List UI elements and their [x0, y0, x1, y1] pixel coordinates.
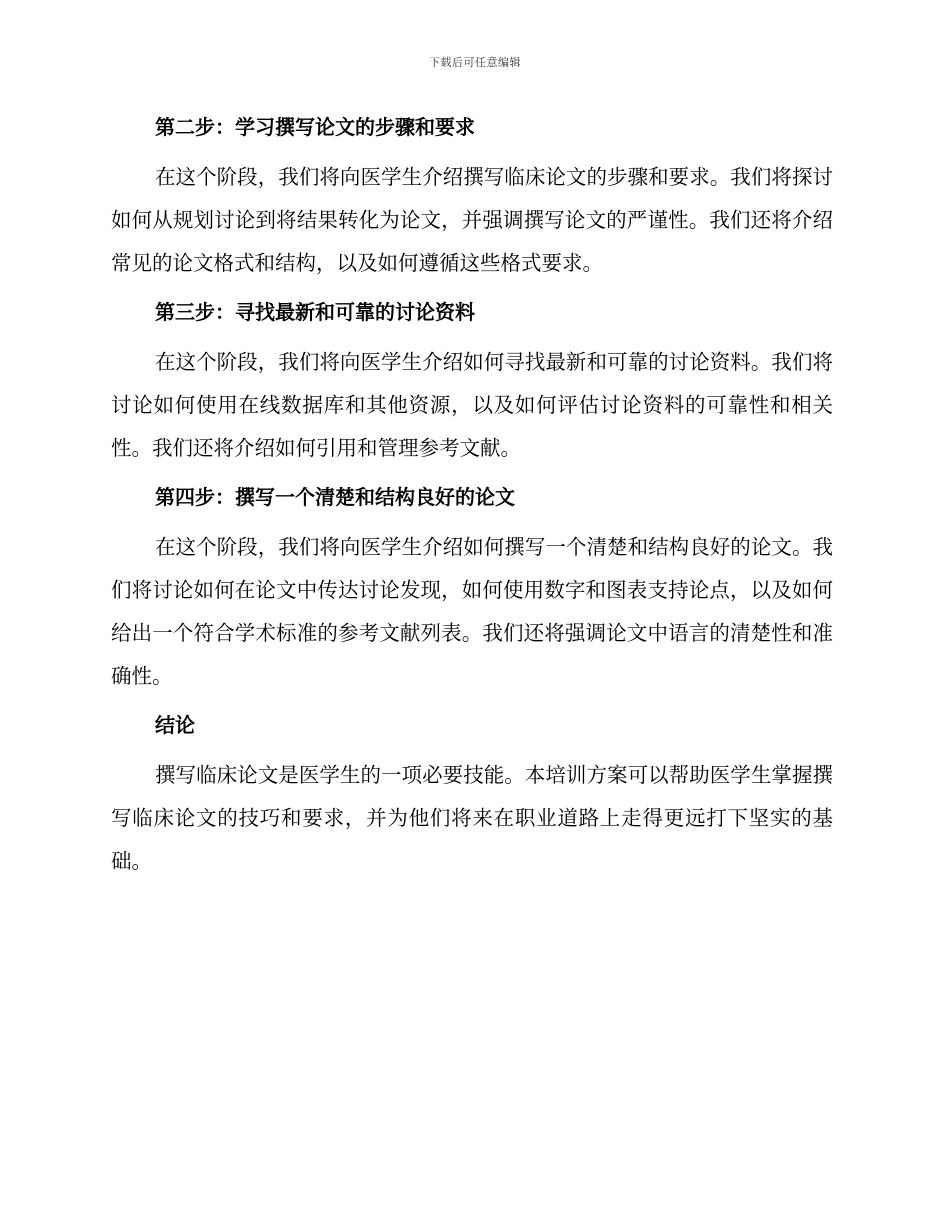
section-paragraph: 撰写临床论文是医学生的一项必要技能。本培训方案可以帮助医学生掌握撰写临床论文的技巧和要求，并为他们将来在职业道路上走得更远打下坚实的基础。	[111, 763, 833, 873]
section-paragraph: 在这个阶段，我们将向医学生介绍如何撰写一个清楚和结构良好的论文。我们将讨论如何在论文中传达讨论发现，如何使用数字和图表支持论点，以及如何给出一个符合学术标准的参考文献列表。我们还将强调论文中语言的清楚性和准确性。	[111, 535, 833, 688]
section-heading: 第四步：撰写一个清楚和结构良好的论文	[155, 485, 515, 509]
section-heading: 结论	[155, 713, 195, 737]
section-step-four	[111, 478, 833, 698]
section-paragraph: 在这个阶段，我们将向医学生介绍撰写临床论文的步骤和要求。我们将探讨如何从规划讨论到将结果转化为论文，并强调撰写论文的严谨性。我们还将介绍常见的论文格式和结构，以及如何遵循这些格式要求。	[111, 165, 833, 275]
section-heading: 第三步：寻找最新和可靠的讨论资料	[155, 300, 475, 324]
section-paragraph: 在这个阶段，我们将向医学生介绍如何寻找最新和可靠的讨论资料。我们将讨论如何使用在线数据库和其他资源，以及如何评估讨论资料的可靠性和相关性。我们还将介绍如何引用和管理参考文献。	[111, 350, 833, 460]
section-step-two	[111, 108, 833, 285]
document-body	[111, 108, 833, 891]
section-heading: 第二步：学习撰写论文的步骤和要求	[155, 115, 475, 139]
page-header-note: 下载后可任意编辑	[429, 56, 521, 69]
section-step-three	[111, 293, 833, 470]
section-conclusion	[111, 706, 833, 883]
